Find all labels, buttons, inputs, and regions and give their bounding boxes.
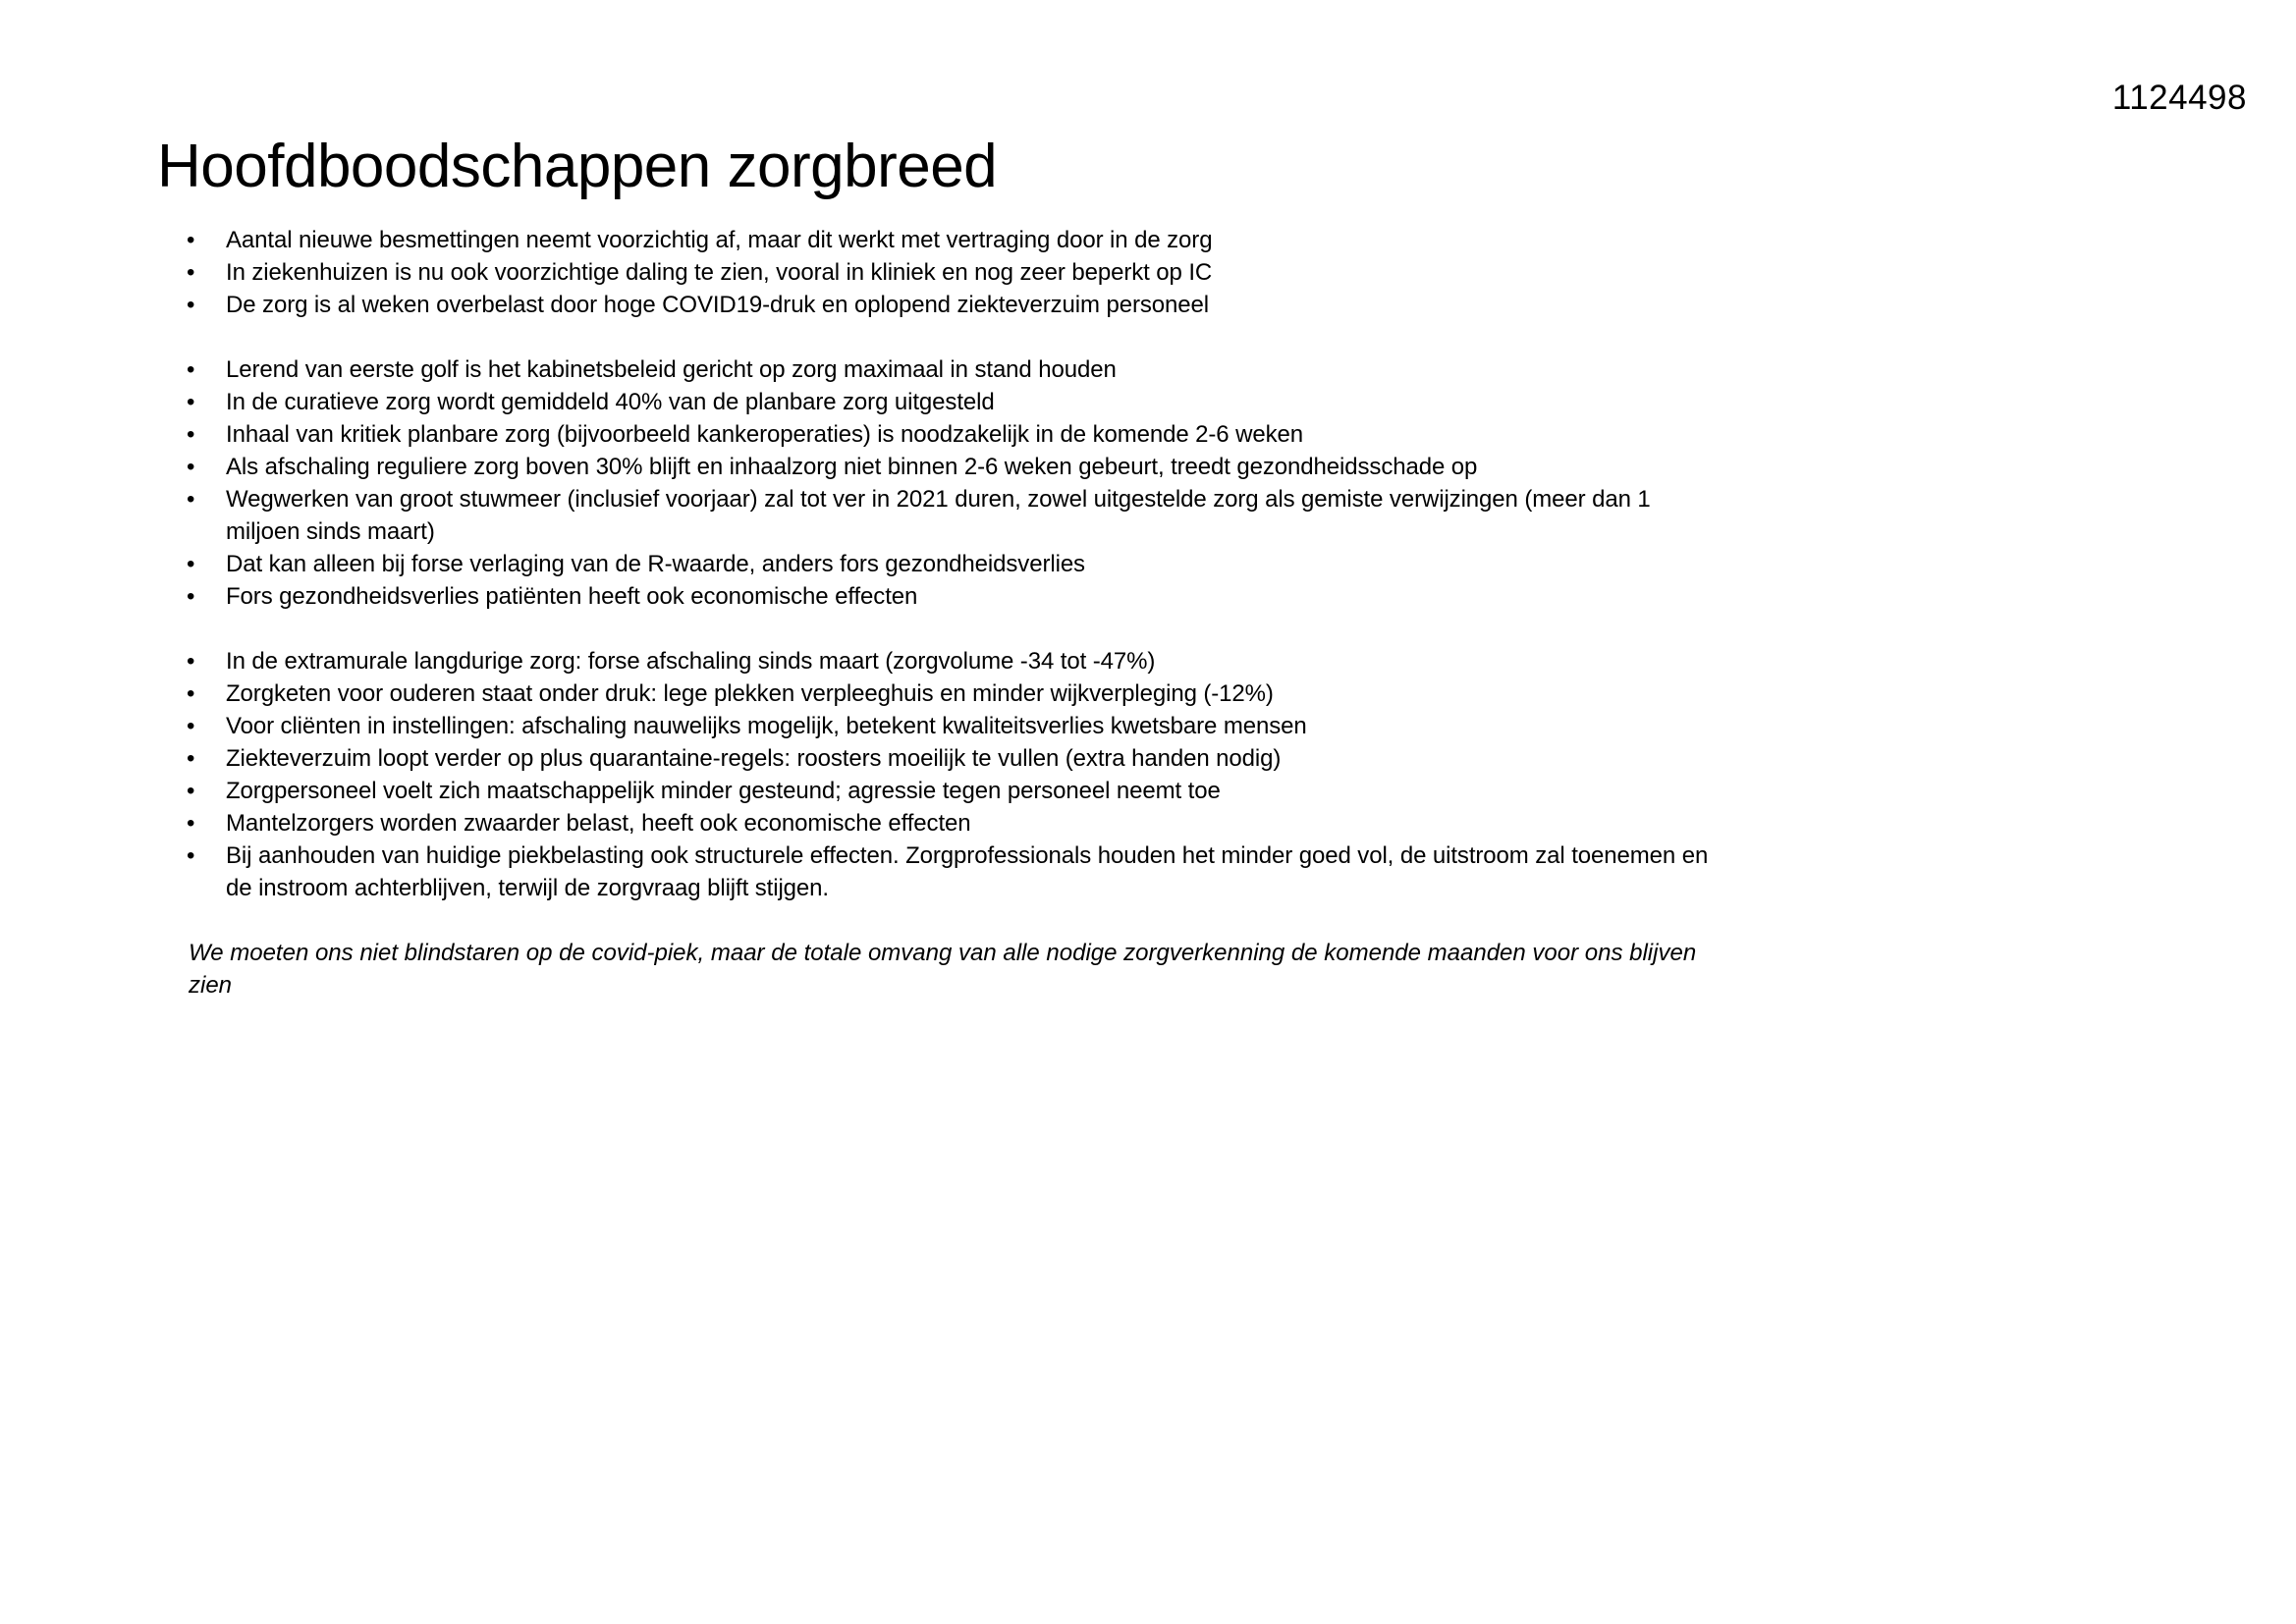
bullet-icon: • bbox=[187, 421, 195, 448]
list-item: • Zorgpersoneel voelt zich maatschappelijk minder gesteund; agressie tegen personeel neemt toe bbox=[226, 775, 1728, 807]
list-item: • Bij aanhouden van huidige piekbelasting ook structurele effecten. Zorgprofessionals houden het minder goed vol, de uitstroom zal toenemen en de instroom achterblijven, terwijl de zorgvraag blijft stijgen. bbox=[226, 839, 1728, 904]
list-item: • Zorgketen voor ouderen staat onder druk: lege plekken verpleeghuis en minder wijkverpleging (-12%) bbox=[226, 677, 1728, 710]
bullet-icon: • bbox=[187, 745, 195, 772]
bullet-icon: • bbox=[187, 454, 195, 480]
bullet-icon: • bbox=[187, 583, 195, 610]
list-item: • Ziekteverzuim loopt verder op plus quarantaine-regels: roosters moeilijk te vullen (extra handen nodig) bbox=[226, 742, 1728, 775]
slide-content bbox=[157, 128, 1728, 1001]
list-item: • Fors gezondheidsverlies patiënten heeft ook economische effecten bbox=[226, 580, 1728, 613]
bullet-icon: • bbox=[187, 292, 195, 318]
bullet-icon: • bbox=[187, 259, 195, 286]
bullet-icon: • bbox=[187, 389, 195, 415]
bullet-icon: • bbox=[187, 486, 195, 513]
bullet-icon: • bbox=[187, 227, 195, 253]
bullet-group-curative-care bbox=[157, 353, 1728, 613]
list-item: • In de curatieve zorg wordt gemiddeld 40% van de planbare zorg uitgesteld bbox=[226, 386, 1728, 418]
list-item: • Aantal nieuwe besmettingen neemt voorzichtig af, maar dit werkt met vertraging door in de zorg bbox=[226, 224, 1728, 256]
closing-statement: We moeten ons niet blindstaren op de covid-piek, maar de totale omvang van alle nodige zorgverkenning de komende maanden voor ons blijven zien bbox=[189, 940, 1697, 999]
bullet-icon: • bbox=[187, 778, 195, 804]
bullet-icon: • bbox=[187, 551, 195, 577]
page-title: Hoofdboodschappen zorgbreed bbox=[157, 133, 998, 200]
bullet-icon: • bbox=[187, 648, 195, 675]
bullet-icon: • bbox=[187, 842, 195, 869]
list-item: • Inhaal van kritiek planbare zorg (bijvoorbeeld kankeroperaties) is noodzakelijk in de komende 2-6 weken bbox=[226, 418, 1728, 451]
list-item: • Als afschaling reguliere zorg boven 30% blijft en inhaalzorg niet binnen 2-6 weken gebeurt, treedt gezondheidsschade op bbox=[226, 451, 1728, 483]
document-id: 1124498 bbox=[2111, 79, 2247, 117]
bullet-icon: • bbox=[187, 356, 195, 383]
bullet-icon: • bbox=[187, 713, 195, 739]
list-item: • In de extramurale langdurige zorg: forse afschaling sinds maart (zorgvolume -34 tot -47%) bbox=[226, 645, 1728, 677]
list-item: • In ziekenhuizen is nu ook voorzichtige daling te zien, vooral in kliniek en nog zeer beperkt op IC bbox=[226, 256, 1728, 289]
list-item: • Lerend van eerste golf is het kabinetsbeleid gericht op zorg maximaal in stand houden bbox=[226, 353, 1728, 386]
bullet-icon: • bbox=[187, 810, 195, 837]
list-item: • Voor cliënten in instellingen: afschaling nauwelijks mogelijk, betekent kwaliteitsverlies kwetsbare mensen bbox=[226, 710, 1728, 742]
bullet-icon: • bbox=[187, 680, 195, 707]
list-item: • Wegwerken van groot stuwmeer (inclusief voorjaar) zal tot ver in 2021 duren, zowel uitgestelde zorg als gemiste verwijzingen (meer dan 1 miljoen sinds maart) bbox=[226, 483, 1728, 548]
bullet-group-long-term-care bbox=[157, 645, 1728, 904]
list-item: • Dat kan alleen bij forse verlaging van de R-waarde, anders fors gezondheidsverlies bbox=[226, 548, 1728, 580]
bullet-group-situation bbox=[157, 224, 1728, 321]
list-item: • Mantelzorgers worden zwaarder belast, heeft ook economische effecten bbox=[226, 807, 1728, 839]
list-item: • De zorg is al weken overbelast door hoge COVID19-druk en oplopend ziekteverzuim personeel bbox=[226, 289, 1728, 321]
